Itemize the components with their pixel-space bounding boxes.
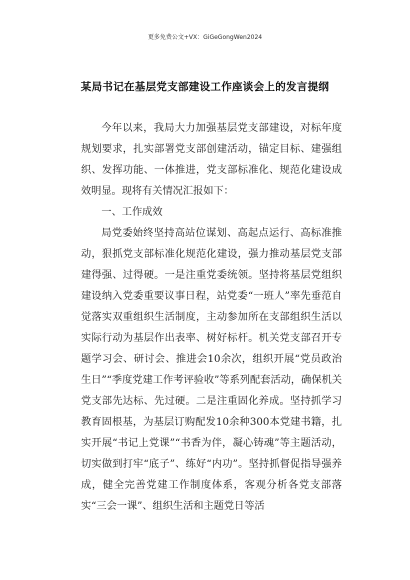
intro-paragraph: 今年以来，我局大力加强基层党支部建设，对标年度规划要求，扎实部署党支部创建活动，锚定目标、建强组织、发挥功能、一体推进，党支部标准化、规范化建设成效明显。现将有关情况汇报如下：	[81, 123, 342, 197]
header-promo-note: 更多免费公文+VX：GiGeGongWen2024	[147, 34, 263, 41]
section-heading-work-results: 一、工作成效	[101, 207, 163, 218]
document-body	[81, 118, 342, 517]
body-paragraph: 局党委始终坚持高站位谋划、高起点运行、高标准推动，狠抓党支部标准化规范化建设，强力推动基层党支部建得强、过得硬。一是注重党委统领。坚持将基层党组织建设纳入党委重要议事日程，站党委“一班人”率先垂范自觉落实双重组织生活制度，主动参加所在支部组织生活以实际行动为基层作出表率、树好标杆。机关党支部召开专题学习会、研讨会、推进会10余次，组织开展“党员政治生日”“季度党建工作考评验收”等系列配套活动，确保机关党支部先达标、先过硬。二是注重固化养成。坚持抓学习教育固根基，为基层订购配发10余种300本党建书籍，扎实开展“书记上党课”“书香为伴，凝心铸魂”等主题活动，切实做到打牢“底子”、练好“内功”。坚持抓督促指导强养成，健全完善党建工作制度体系，客观分析各党支部落实“三会一课”、组织生活和主题党日等活	[81, 228, 342, 512]
document-title: 某局书记在基层党支部建设工作座谈会上的发言提纲	[80, 81, 330, 93]
